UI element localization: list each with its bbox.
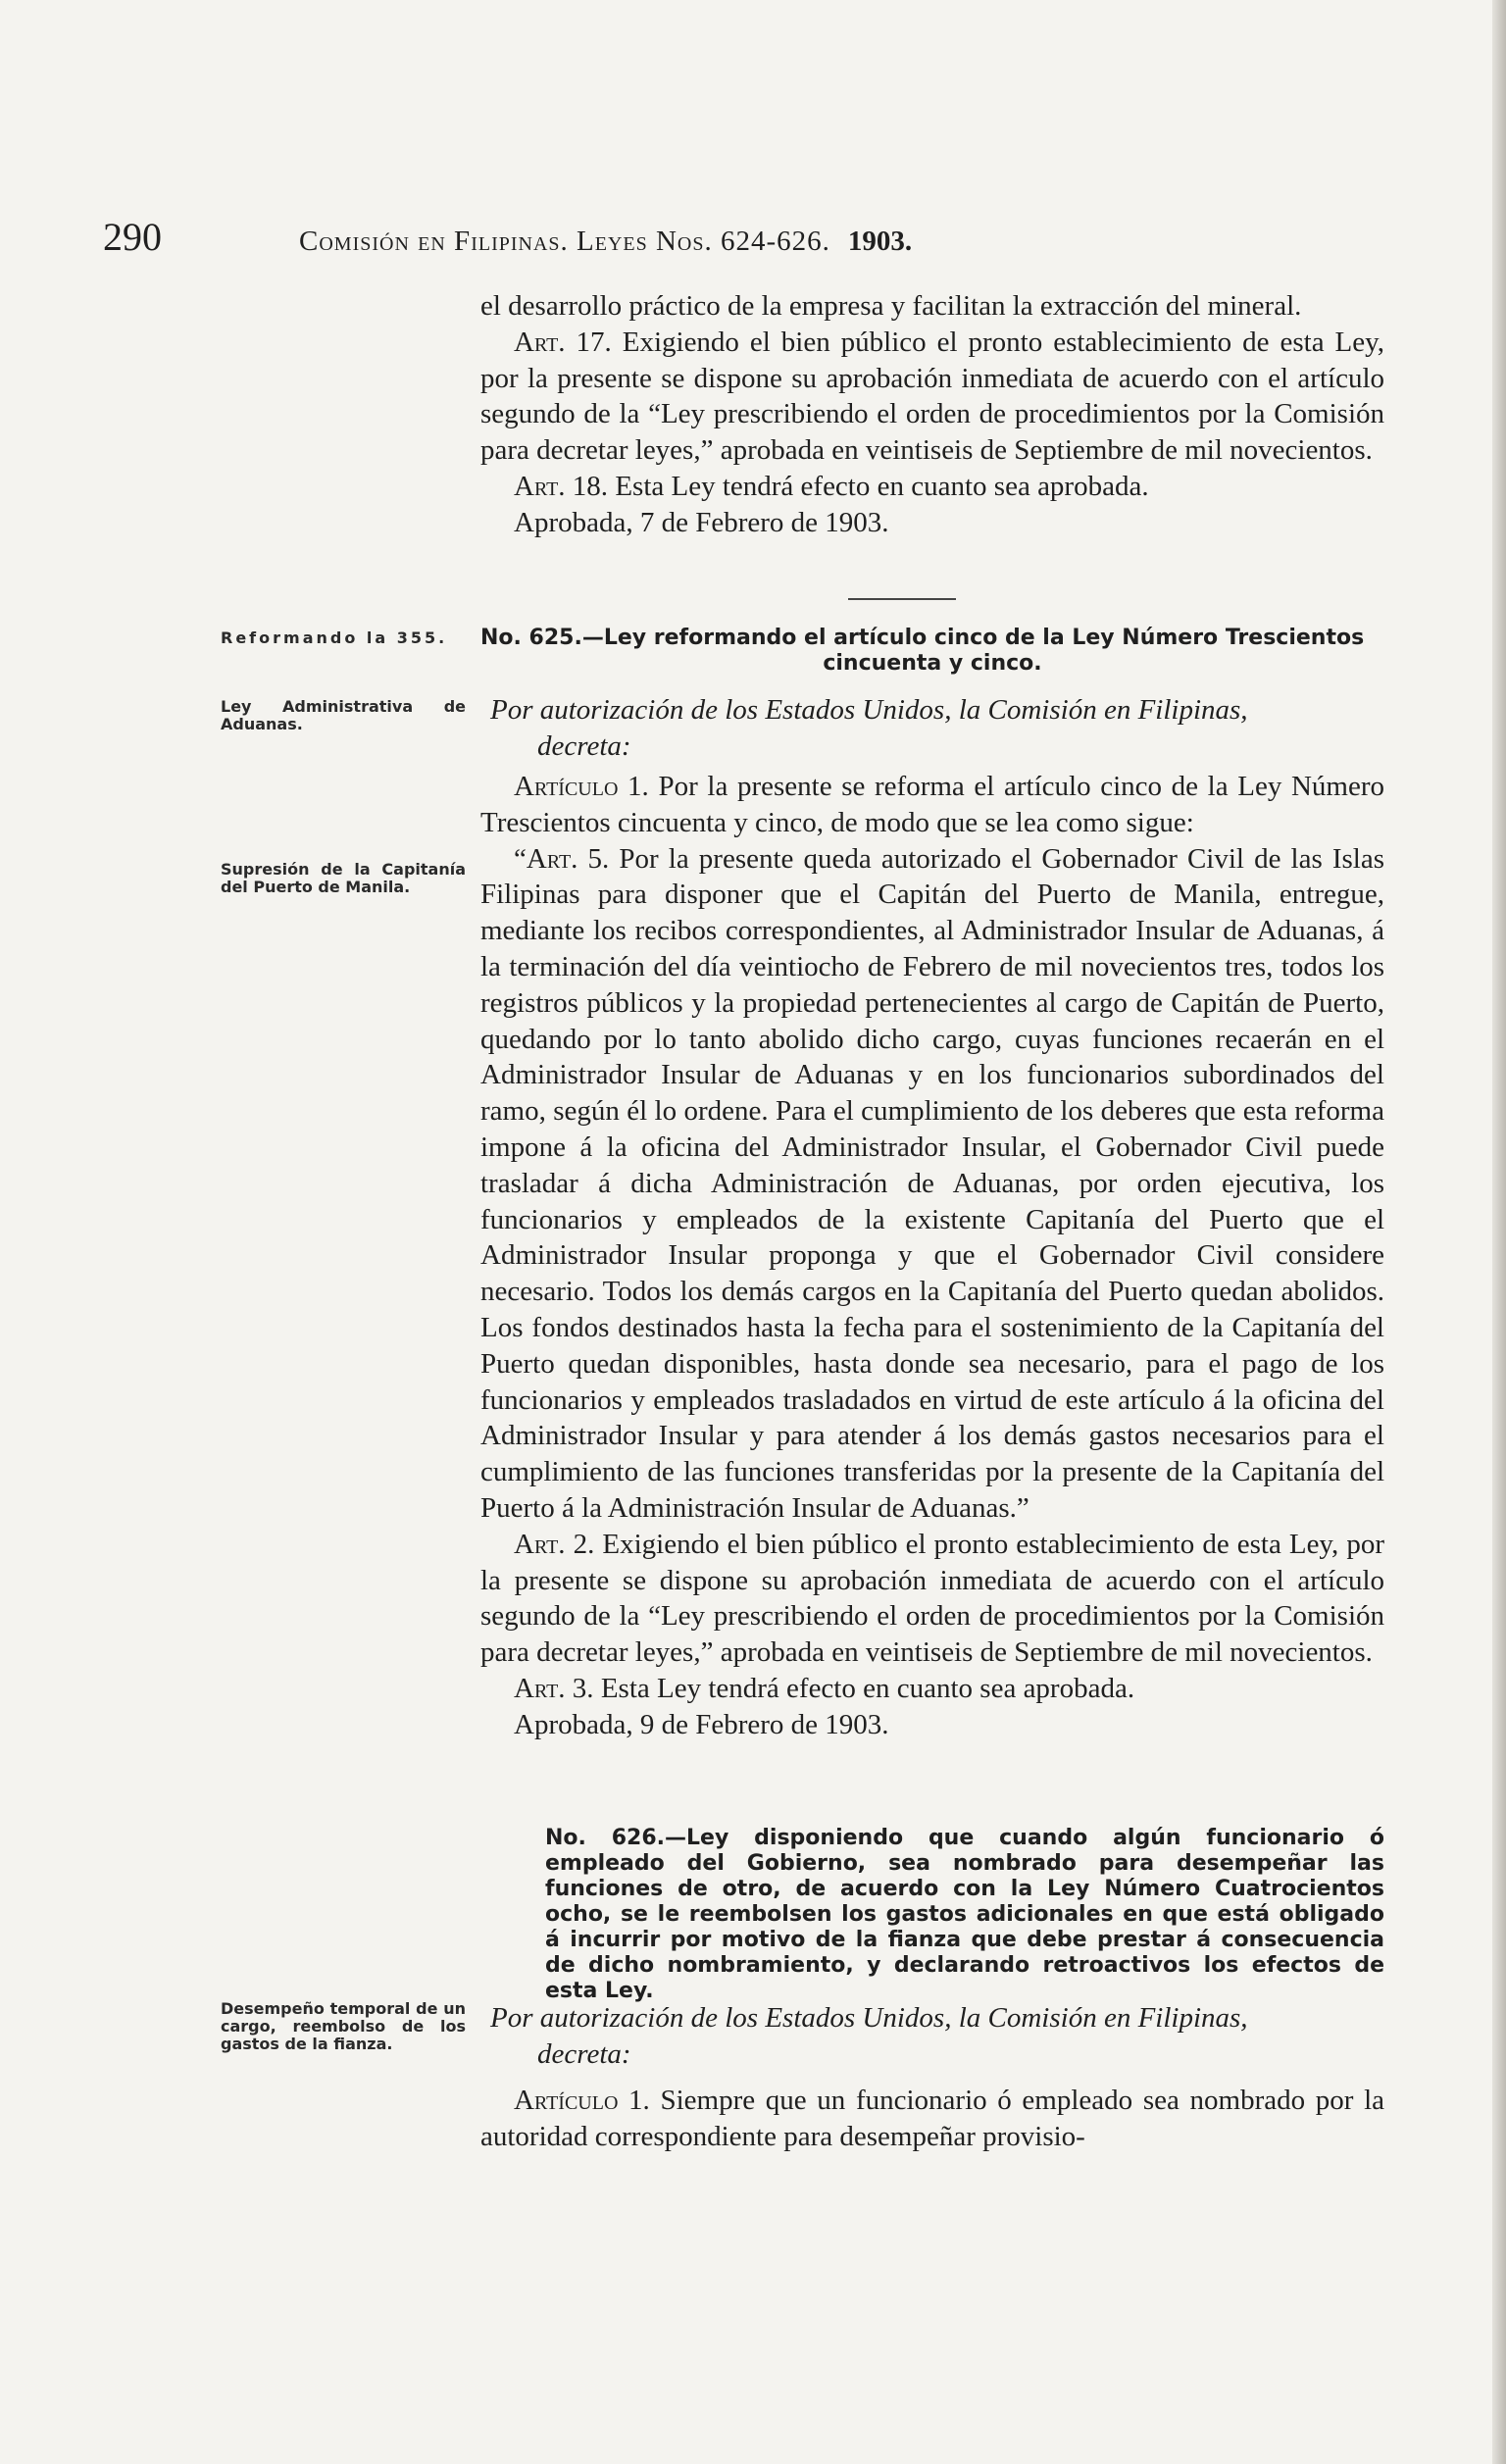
decree-line-2: decreta: <box>537 729 631 762</box>
act-626-body <box>480 2083 1384 2155</box>
article-label: Artículo 1. <box>514 771 649 802</box>
act-626-title-text: No. 626.—Ley disponiendo que cuando algún funcionario ó empleado del Gobierno, sea nombrado para desempeñar las funciones de otro, de acuerdo con la Ley Número Cuatrocientos ocho, se le reembolsen los gastos adicionales en que está obligado á incurrir por motivo de la fianza que debe prestar á consecuencia de dicho nombramiento, y declarando retroactivos los efectos de esta Ley. <box>545 1826 1384 2003</box>
article-label: Art. 18. <box>514 470 609 502</box>
act-624-ending <box>480 288 1384 541</box>
article-text: Exigiendo el bien público el pronto establecimiento de esta Ley, por la presente se dispone su aprobación inmediata de acuerdo con el artículo segundo de la “Ley prescribiendo el orden de procedimientos por la Comisión para decretar leyes,” aprobada en veintiseis de Septiembre de mil novecientos. <box>480 1528 1384 1669</box>
act-625-title-line-1: No. 625.—Ley reformando el artículo cinco de la Ley Número Trescientos <box>480 626 1365 650</box>
running-head: Comisión en Filipinas. Leyes Nos. 624-626. <box>299 226 830 257</box>
act-625-title-line-2: cincuenta y cinco. <box>823 651 1042 676</box>
approval-date: Aprobada, 7 de Febrero de 1903. <box>514 506 889 538</box>
paragraph: el desarrollo práctico de la empresa y facilitan la extracción del mineral. <box>480 290 1302 322</box>
margin-note-customs: Ley Administrativa de Aduanas. <box>221 697 466 733</box>
article-text: Esta Ley tendrá efecto en cuanto sea aprobada. <box>615 470 1149 502</box>
act-626-decree <box>490 2000 1384 2073</box>
article-2 <box>480 1527 1384 1671</box>
act-625-decree <box>490 692 1384 765</box>
act-625-body <box>480 769 1384 1743</box>
article-17 <box>480 325 1384 469</box>
article-label: Art. 2. <box>514 1528 595 1560</box>
article-text: Siempre que un funcionario ó empleado sea nombrado por la autoridad correspondiente para desempeñar provisio- <box>480 2085 1384 2152</box>
margin-note-port: Supresión de la Capitanía del Puerto de Manila. <box>221 860 466 896</box>
article-label: Art. 3. <box>514 1672 594 1704</box>
margin-note-reform: Reformando la 355. <box>221 629 448 647</box>
approval-date: Aprobada, 9 de Febrero de 1903. <box>514 1708 889 1740</box>
decree-line-2: decreta: <box>537 2037 631 2070</box>
article-label: Art. 17. <box>514 326 612 358</box>
page-number: 290 <box>103 215 162 259</box>
article-18 <box>480 469 1384 505</box>
article-5-quoted <box>480 841 1384 1527</box>
decree-line-1: Por autorización de los Estados Unidos, la Comisión en Filipinas, <box>490 694 1248 726</box>
act-626-title <box>480 1826 1384 2004</box>
page-header <box>103 214 1319 260</box>
article-label: Artículo 1. <box>514 2085 650 2116</box>
article-text: Esta Ley tendrá efecto en cuanto sea aprobada. <box>600 1672 1135 1704</box>
article-text: Por la presente queda autorizado el Gobernador Civil de las Islas Filipinas para disponer que el Capitán del Puerto de Manila, entregue, mediante los recibos correspondientes, al Administrador Insular de Aduanas, á la terminación del día veintiocho de Febrero de mil novecientos tres, todos los registros públicos y la propiedad pertenecientes al cargo de Capitán de Puerto, quedando por lo tanto abolido dicho cargo, cuyas funciones recaerán en el Administrador Insular de Aduanas y en los funcionarios subordinados del ramo, según él lo ordene. Para el cumplimiento de los deberes que esta reforma impone á la oficina del Administrador Insular, el Gobernador Civil puede trasladar á dicha Administración de Aduanas, por orden ejecutiva, los funcionarios y empleados de la existente Capitanía del Puerto que el Administrador Insular proponga y que el Gobernador Civil considere necesario. Todos los demás cargos en la Capitanía del Puerto quedan abolidos. Los fondos destinados hasta la fecha para el sostenimiento de la Capitanía del Puerto quedan disponibles, hasta donde sea necesario, para el pago de los funcionarios y empleados trasladados en virtud de este artículo á la oficina del Administrador Insular y para atender á los demás gastos necesarios para el cumplimiento de las funciones transferidas por la presente de la Capitanía del Puerto á la Administración Insular de Aduanas.” <box>480 842 1385 1524</box>
article-1 <box>480 769 1384 841</box>
margin-note-bond: Desempeño temporal de un cargo, reembolso de los gastos de la fianza. <box>221 1999 466 2053</box>
article-label: “Art. 5. <box>514 842 610 875</box>
page-edge <box>1492 0 1506 2464</box>
decree-line-1: Por autorización de los Estados Unidos, la Comisión en Filipinas, <box>490 2002 1248 2034</box>
article-3 <box>480 1671 1384 1707</box>
act-625-title <box>480 626 1384 677</box>
article-text: Exigiendo el bien público el pronto establecimiento de esta Ley, por la presente se dispone su aprobación inmediata de acuerdo con el artículo segundo de la “Ley prescribiendo el orden de procedimientos por la Comisión para decretar leyes,” aprobada en veintiseis de Septiembre de mil novecientos. <box>480 326 1384 467</box>
article-text: Por la presente se reforma el artículo cinco de la Ley Número Trescientos cincuenta y cinco, de modo que se lea como sigue: <box>480 771 1385 838</box>
running-head-year: 1903. <box>847 226 913 257</box>
section-divider <box>848 598 956 600</box>
article-1 <box>480 2083 1384 2155</box>
